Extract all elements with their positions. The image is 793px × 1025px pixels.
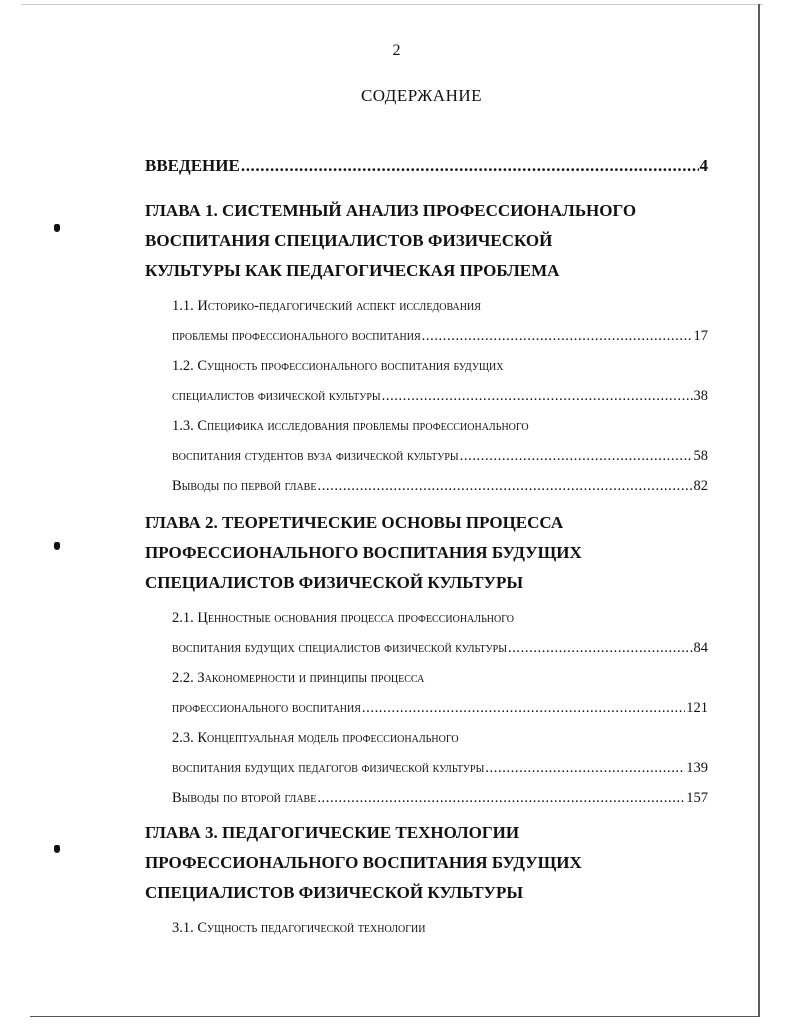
- scan-edge-bottom: [30, 1016, 760, 1017]
- section-2-3-title[interactable]: 2.3. Концептуальная модель профессионального: [172, 730, 459, 746]
- dot-leader: [241, 156, 699, 176]
- toc-entry-label: воспитания будущих педагогов физической культуры: [172, 760, 485, 776]
- toc-page-number: 157: [686, 790, 708, 806]
- scan-edge-right: [758, 4, 760, 1017]
- toc-title: СОДЕРЖАНИЕ: [360, 86, 483, 105]
- chapter-1-heading-line[interactable]: КУЛЬТУРЫ КАК ПЕДАГОГИЧЕСКАЯ ПРОБЛЕМА: [145, 261, 560, 280]
- section-2-1-entry[interactable]: [172, 640, 708, 657]
- section-2-2-title[interactable]: 2.2. Закономерности и принципы процесса: [172, 670, 425, 686]
- toc-entry-label: специалистов физической культуры: [172, 388, 381, 404]
- dot-leader: [382, 388, 693, 405]
- toc-page-number: 121: [686, 700, 708, 716]
- section-2-1-title[interactable]: 2.1. Ценностные основания процесса профессионального: [172, 610, 515, 626]
- toc-entry-label: ВВЕДЕНИЕ: [145, 156, 240, 175]
- punch-hole-mark: [54, 224, 60, 232]
- chapter-2-conclusions-entry[interactable]: [172, 790, 708, 807]
- chapter-2-heading-line[interactable]: ГЛАВА 2. ТЕОРЕТИЧЕСКИЕ ОСНОВЫ ПРОЦЕССА: [145, 513, 564, 532]
- toc-page-number: 17: [693, 328, 708, 344]
- chapter-3-heading-line[interactable]: СПЕЦИАЛИСТОВ ФИЗИЧЕСКОЙ КУЛЬТУРЫ: [145, 883, 524, 902]
- chapter-1-conclusions-entry[interactable]: [172, 478, 708, 495]
- toc-page-number: 58: [693, 448, 708, 464]
- section-2-2-entry[interactable]: [172, 700, 708, 717]
- section-1-3-title[interactable]: 1.3. Специфика исследования проблемы профессионального: [172, 418, 529, 434]
- section-1-1-title[interactable]: 1.1. Историко-педагогический аспект исследования: [172, 298, 481, 314]
- dot-leader: [485, 760, 685, 777]
- section-1-2-entry[interactable]: [172, 388, 708, 405]
- page-number: 2: [392, 42, 401, 59]
- toc-page-number: 84: [693, 640, 708, 656]
- chapter-1-heading-line[interactable]: ГЛАВА 1. СИСТЕМНЫЙ АНАЛИЗ ПРОФЕССИОНАЛЬНОГО: [145, 201, 637, 220]
- toc-entry-label: Выводы по второй главе: [172, 790, 317, 806]
- punch-hole-mark: [54, 542, 60, 550]
- chapter-3-heading-line[interactable]: ГЛАВА 3. ПЕДАГОГИЧЕСКИЕ ТЕХНОЛОГИИ: [145, 823, 520, 842]
- section-1-3-entry[interactable]: [172, 448, 708, 465]
- toc-page-number: 82: [693, 478, 708, 494]
- toc-entry-label: профессионального воспитания: [172, 700, 361, 716]
- section-1-2-title[interactable]: 1.2. Сущность профессионального воспитания будущих: [172, 358, 504, 374]
- toc-page-number: 38: [693, 388, 708, 404]
- dot-leader: [460, 448, 693, 465]
- dot-leader: [317, 790, 685, 807]
- scan-edge-top: [22, 4, 763, 5]
- section-3-1-title[interactable]: 3.1. Сущность педагогической технологии: [172, 920, 426, 936]
- section-1-1-entry[interactable]: [172, 328, 708, 345]
- toc-entry-label: воспитания студентов вуза физической культуры: [172, 448, 459, 464]
- dot-leader: [362, 700, 685, 717]
- toc-entry-label: Выводы по первой главе: [172, 478, 317, 494]
- toc-entry-label: проблемы профессионального воспитания: [172, 328, 421, 344]
- toc-page-number: 4: [699, 156, 708, 175]
- chapter-2-heading-line[interactable]: СПЕЦИАЛИСТОВ ФИЗИЧЕСКОЙ КУЛЬТУРЫ: [145, 573, 524, 592]
- chapter-2-heading-line[interactable]: ПРОФЕССИОНАЛЬНОГО ВОСПИТАНИЯ БУДУЩИХ: [145, 543, 582, 562]
- toc-entry-introduction[interactable]: [145, 156, 708, 176]
- punch-hole-mark: [54, 845, 60, 853]
- chapter-1-heading-line[interactable]: ВОСПИТАНИЯ СПЕЦИАЛИСТОВ ФИЗИЧЕСКОЙ: [145, 231, 553, 250]
- toc-entry-label: воспитания будущих специалистов физической культуры: [172, 640, 507, 656]
- dot-leader: [317, 478, 692, 495]
- section-2-3-entry[interactable]: [172, 760, 708, 777]
- dot-leader: [422, 328, 693, 345]
- dot-leader: [508, 640, 693, 657]
- toc-page-number: 139: [686, 760, 708, 776]
- chapter-3-heading-line[interactable]: ПРОФЕССИОНАЛЬНОГО ВОСПИТАНИЯ БУДУЩИХ: [145, 853, 582, 872]
